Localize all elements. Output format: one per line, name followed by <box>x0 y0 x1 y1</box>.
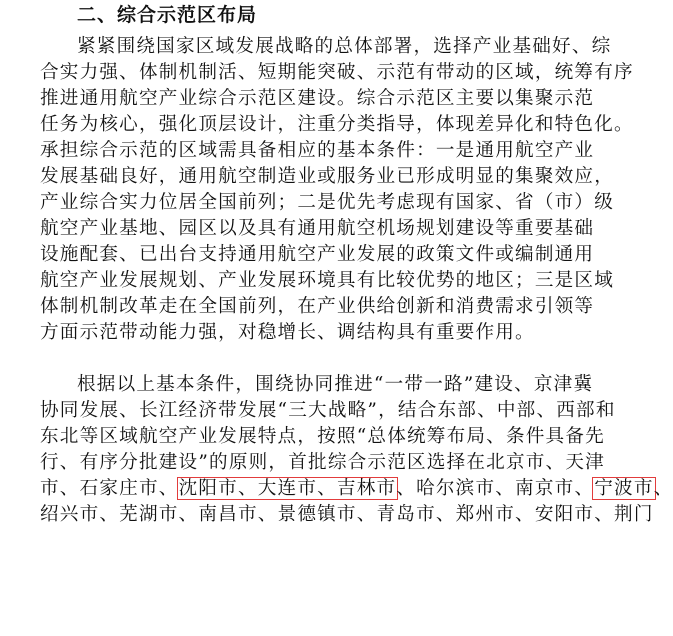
text-line: 航空产业基地、园区以及具有通用航空机场规划建设等重要基础 <box>40 218 595 239</box>
text-segment: 、哈尔滨市、南京市、 <box>396 478 595 499</box>
text-line: 绍兴市、芜湖市、南昌市、景德镇市、青岛市、郑州市、安阳市、荆门 <box>40 504 654 525</box>
text-line: 推进通用航空产业综合示范区建设。综合示范区主要以集聚示范 <box>40 88 595 109</box>
text-line: 设施配套、已出台支持通用航空产业发展的政策文件或编制通用 <box>40 244 595 265</box>
text-line: 合实力强、体制机制活、短期能突破、示范有带动的区域，统筹有序 <box>40 62 634 83</box>
text-line: 协同发展、长江经济带发展“三大战略”，结合东部、中部、西部和 <box>40 400 616 421</box>
text-line: 根据以上基本条件，围绕协同推进“一带一路”建设、京津冀 <box>77 374 594 395</box>
text-line: 方面示范带动能力强，对稳增长、调结构具有重要作用。 <box>40 322 535 343</box>
highlighted-city-box: 宁波市 <box>594 478 654 499</box>
text-line: 承担综合示范的区域需具备相应的基本条件：一是通用航空产业 <box>40 140 595 161</box>
text-line: 行、有序分批建设”的原则，首批综合示范区选择在北京市、天津 <box>40 452 605 473</box>
text-segment: 市、石家庄市、 <box>40 478 179 499</box>
text-line: 紧紧围绕国家区域发展战略的总体部署，选择产业基础好、综 <box>77 36 612 57</box>
text-line: 东北等区域航空产业发展特点，按照“总体统筹布局、条件具备先 <box>40 426 605 447</box>
text-line-with-highlights <box>40 476 673 502</box>
highlighted-cities-box: 沈阳市、大连市、吉林市 <box>178 478 397 499</box>
text-line: 任务为核心，强化顶层设计，注重分类指导，体现差异化和特色化。 <box>40 114 634 135</box>
text-line: 产业综合实力位居全国前列；二是优先考虑现有国家、省（市）级 <box>40 192 615 213</box>
section-heading: 二、综合示范区布局 <box>77 4 258 26</box>
text-line: 体制机制改革走在全国前列，在产业供给创新和消费需求引领等 <box>40 296 595 317</box>
text-segment: 、 <box>653 478 673 499</box>
text-line: 航空产业发展规划、产业发展环境具有比较优势的地区；三是区域 <box>40 270 615 291</box>
text-line: 发展基础良好，通用航空制造业或服务业已形成明显的集聚效应， <box>40 166 615 187</box>
